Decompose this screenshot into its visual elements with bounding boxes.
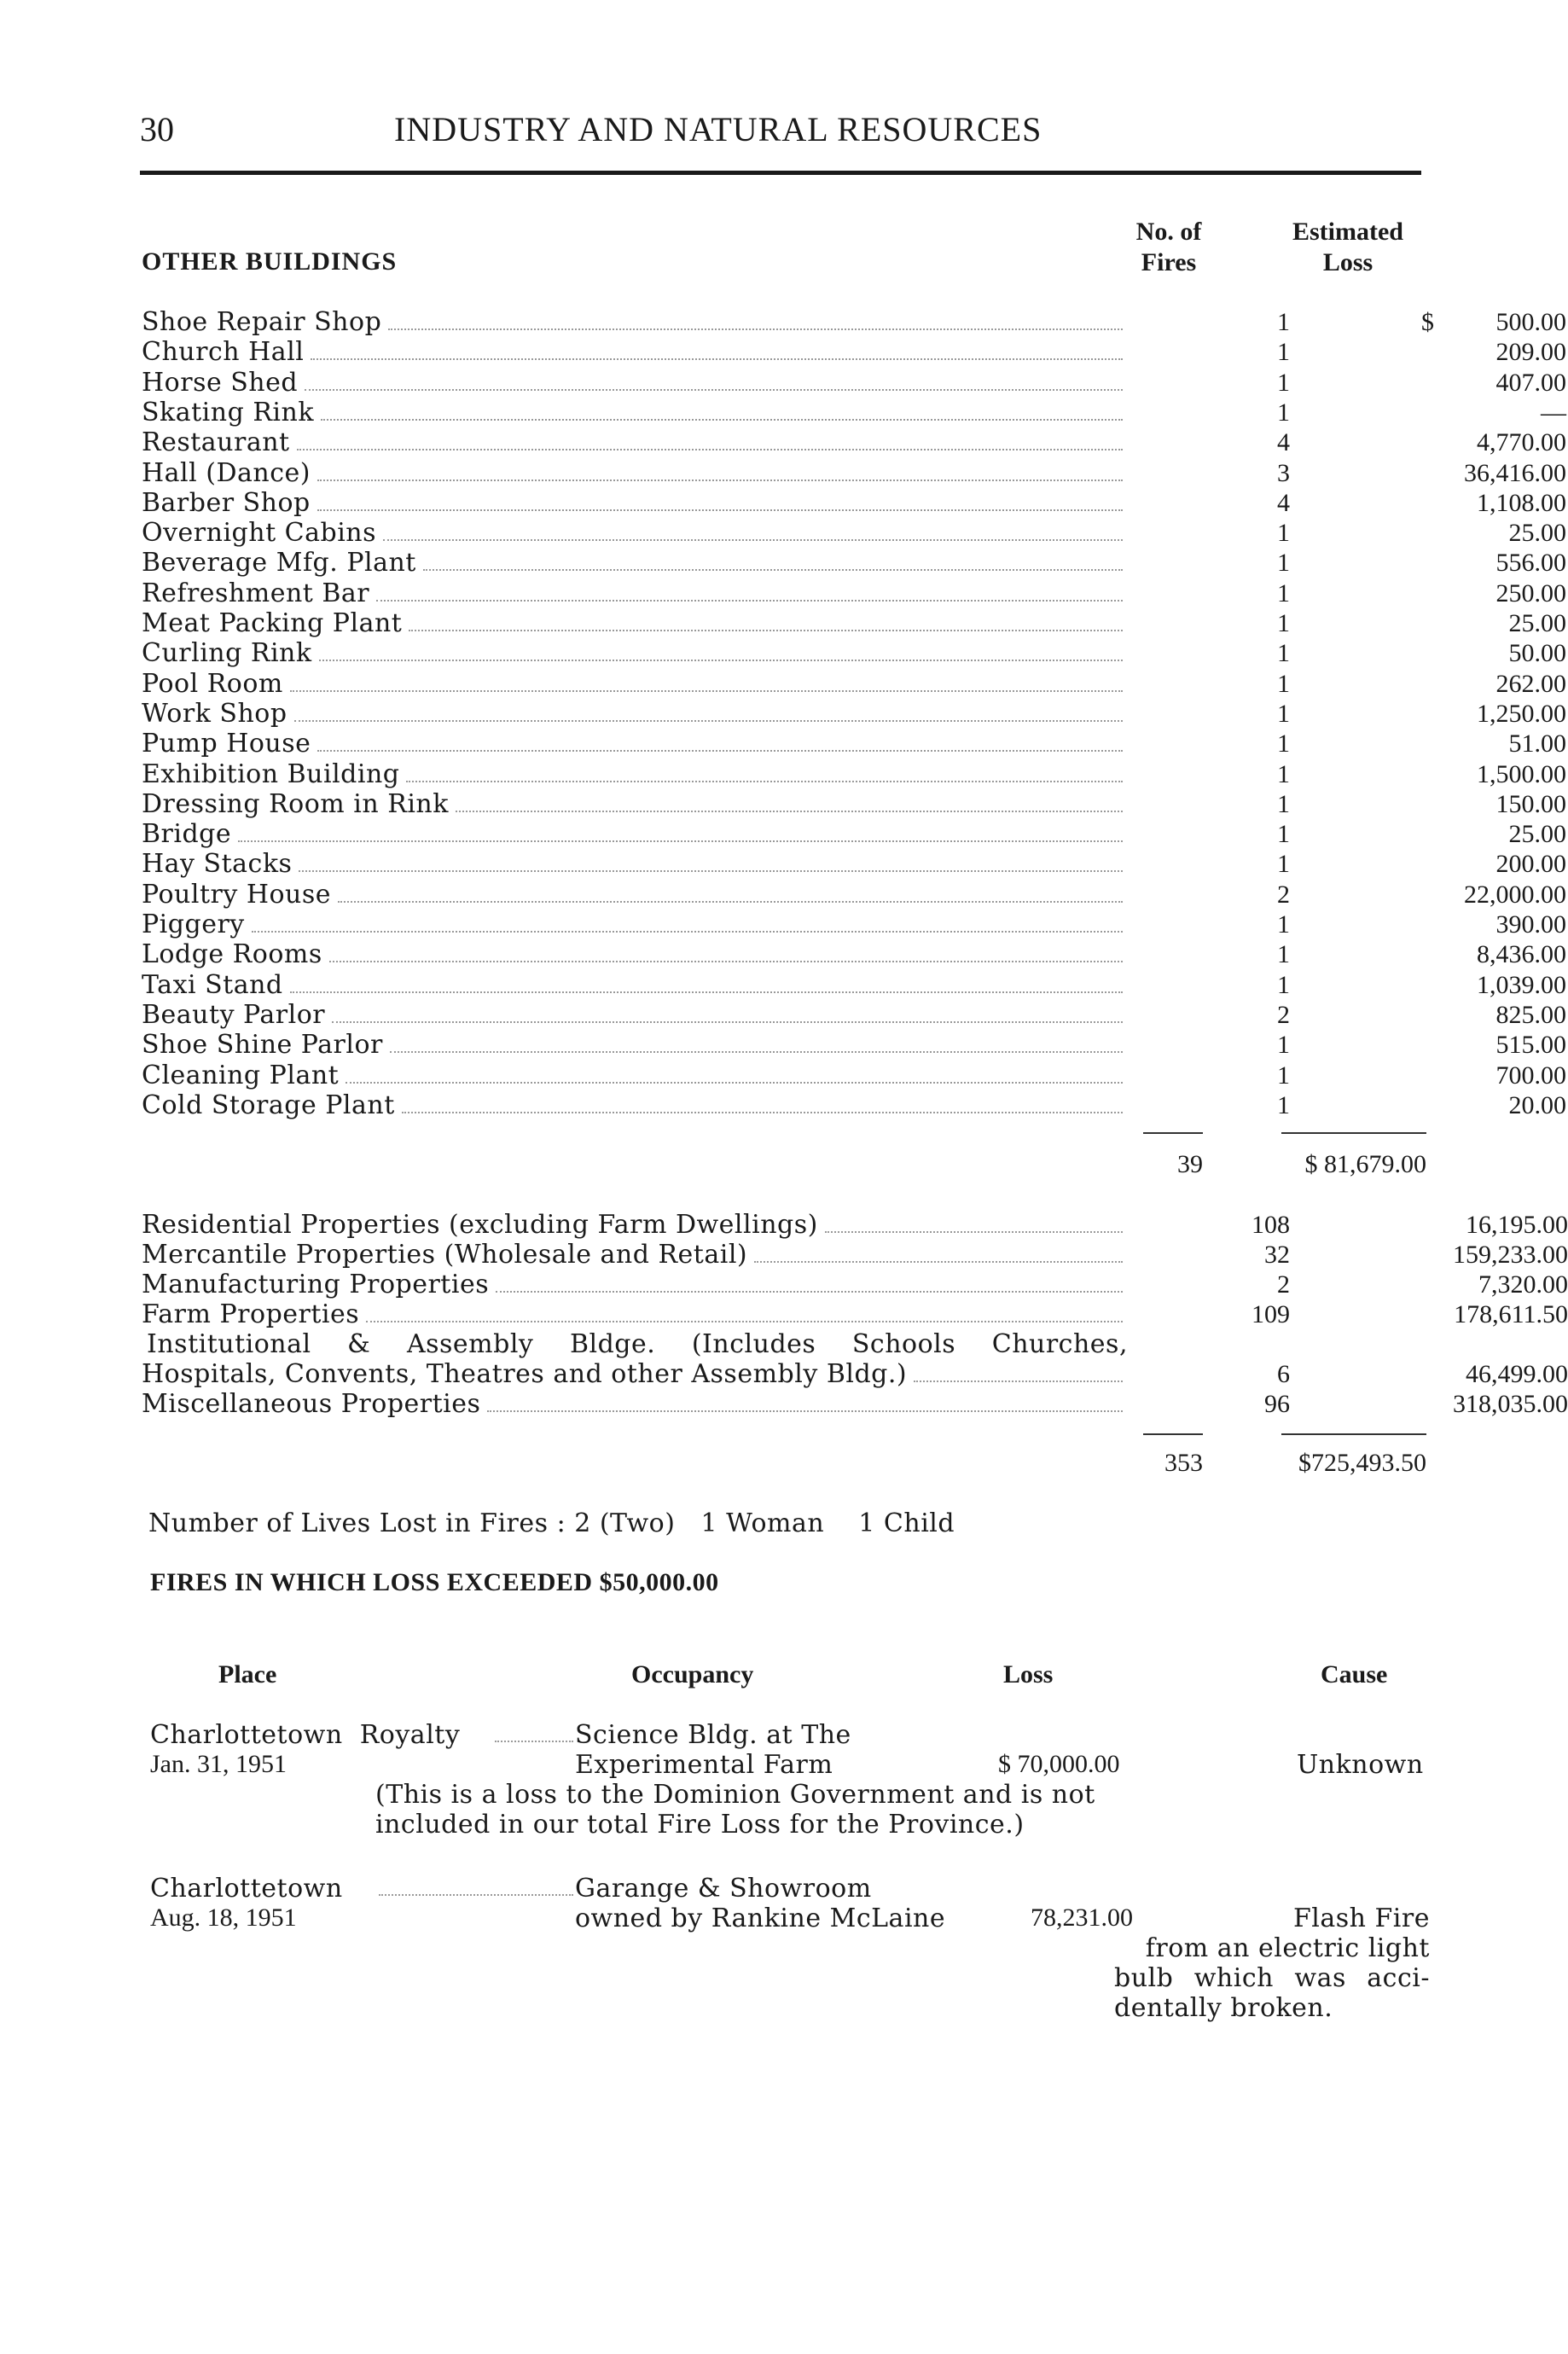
building-fires: 1 xyxy=(1277,759,1290,788)
column-header-fires-line2: Fires xyxy=(1141,248,1197,276)
property-fires: 108 xyxy=(1251,1211,1290,1239)
leader-dots xyxy=(311,358,1123,360)
building-loss: 700.00 xyxy=(1495,1061,1566,1090)
property-row-miscellaneous xyxy=(142,1389,1568,1419)
column-header-loss-line1: Estimated xyxy=(1292,218,1403,246)
building-fires: 1 xyxy=(1277,820,1290,849)
building-loss: 50.00 xyxy=(1508,639,1566,668)
building-loss: 200.00 xyxy=(1495,850,1566,879)
leader-dots xyxy=(376,600,1123,602)
building-row xyxy=(142,729,1566,759)
building-label: Lodge Rooms xyxy=(142,939,322,970)
building-fires: 1 xyxy=(1277,308,1290,336)
fires-total-rule xyxy=(1143,1433,1203,1435)
building-loss: 390.00 xyxy=(1495,910,1566,939)
building-row xyxy=(142,518,1566,549)
leader-dots xyxy=(383,539,1123,541)
leader-dots xyxy=(297,449,1123,450)
property-loss: 159,233.00 xyxy=(1453,1241,1568,1269)
entry-cause-line2: from an electric light xyxy=(1145,1933,1430,1963)
leader-dots xyxy=(317,509,1123,511)
leader-dots xyxy=(495,1741,573,1742)
section-title-other-buildings: OTHER BUILDINGS xyxy=(142,247,398,276)
building-fires: 1 xyxy=(1277,1061,1290,1090)
entry-date: Jan. 31, 1951 xyxy=(150,1750,287,1778)
building-label: Shoe Repair Shop xyxy=(142,307,382,337)
leader-dots xyxy=(346,1082,1123,1084)
loss-subtotal-rule xyxy=(1281,1132,1426,1134)
loss-subtotal: $ 81,679.00 xyxy=(1304,1150,1426,1178)
property-loss: 16,195.00 xyxy=(1466,1211,1568,1239)
building-loss: 22,000.00 xyxy=(1464,880,1566,909)
entry-cause: Unknown xyxy=(1297,1750,1424,1780)
building-label: Curling Rink xyxy=(142,638,312,669)
page-number: 30 xyxy=(140,110,174,148)
page-header xyxy=(140,109,1423,160)
entry-place: Charlottetown Royalty xyxy=(150,1720,461,1750)
building-fires: 1 xyxy=(1277,368,1290,397)
building-label: Bridge xyxy=(142,819,232,850)
property-fires: 32 xyxy=(1264,1241,1290,1269)
building-loss: 51.00 xyxy=(1508,729,1566,759)
leader-dots xyxy=(238,840,1123,842)
building-loss: 515.00 xyxy=(1495,1031,1566,1060)
entry-occupancy-line1: Garange & Showroom xyxy=(575,1874,872,1904)
leader-dots xyxy=(321,419,1123,421)
building-row xyxy=(142,819,1566,850)
property-fires: 96 xyxy=(1264,1390,1290,1418)
property-label: Farm Properties xyxy=(142,1299,360,1329)
building-fires: 1 xyxy=(1277,789,1290,818)
property-label: Manufacturing Properties xyxy=(142,1270,490,1299)
building-fires: 1 xyxy=(1277,1031,1290,1060)
building-row xyxy=(142,638,1566,669)
leader-dots xyxy=(338,901,1123,903)
building-label: Overnight Cabins xyxy=(142,518,377,549)
building-label: Skating Rink xyxy=(142,397,315,427)
building-row xyxy=(142,969,1566,1000)
building-label: Hay Stacks xyxy=(142,849,293,880)
building-loss: 250.00 xyxy=(1495,578,1566,607)
building-loss: 1,250.00 xyxy=(1477,699,1566,728)
leader-dots xyxy=(409,630,1123,631)
property-fires: 109 xyxy=(1251,1300,1290,1328)
building-row xyxy=(142,337,1566,368)
leader-dots xyxy=(406,781,1123,782)
building-loss: 556.00 xyxy=(1495,549,1566,578)
property-fires: 2 xyxy=(1277,1270,1290,1299)
building-fires: 1 xyxy=(1277,970,1290,999)
building-fires: 1 xyxy=(1277,338,1290,367)
building-fires: 1 xyxy=(1277,609,1290,637)
building-loss: 25.00 xyxy=(1508,609,1566,637)
leader-dots xyxy=(305,389,1123,391)
building-label: Restaurant xyxy=(142,427,290,458)
property-loss: 46,499.00 xyxy=(1466,1360,1568,1388)
leader-dots xyxy=(423,569,1123,571)
leader-dots xyxy=(317,750,1123,752)
entry-occupancy-line1: Science Bldg. at The xyxy=(575,1720,851,1750)
property-row-residential xyxy=(142,1210,1568,1240)
building-row xyxy=(142,668,1566,699)
building-fires: 1 xyxy=(1277,578,1290,607)
building-row xyxy=(142,1030,1566,1061)
property-row-institutional xyxy=(142,1359,1568,1389)
building-fires: 1 xyxy=(1277,398,1290,427)
building-label: Poultry House xyxy=(142,879,332,910)
building-label: Work Shop xyxy=(142,698,287,729)
building-label: Refreshment Bar xyxy=(142,578,370,608)
building-fires: 2 xyxy=(1277,1000,1290,1029)
building-loss: 8,436.00 xyxy=(1477,940,1566,969)
building-loss: 500.00 xyxy=(1495,308,1566,336)
building-loss: 407.00 xyxy=(1495,368,1566,397)
section-title-large-fires: FIRES IN WHICH LOSS EXCEEDED $50,000.00 xyxy=(150,1568,719,1596)
leader-dots xyxy=(317,480,1123,481)
property-row-farm xyxy=(142,1299,1568,1329)
building-label: Piggery xyxy=(142,910,245,939)
building-fires: 1 xyxy=(1277,940,1290,969)
leader-dots xyxy=(456,811,1123,812)
column-header-loss-large: Loss xyxy=(1003,1660,1054,1688)
building-label: Meat Packing Plant xyxy=(142,608,403,638)
building-loss: 825.00 xyxy=(1495,1000,1566,1029)
building-row xyxy=(142,939,1566,970)
building-row xyxy=(142,698,1566,729)
building-fires: 1 xyxy=(1277,729,1290,759)
property-row-manufacturing xyxy=(142,1270,1568,1299)
property-loss: 318,035.00 xyxy=(1453,1390,1568,1418)
building-label: Cleaning Plant xyxy=(142,1060,340,1090)
building-row xyxy=(142,367,1566,398)
building-row xyxy=(142,427,1566,458)
leader-dots xyxy=(402,1112,1123,1113)
building-row xyxy=(142,457,1566,488)
dollar-sign: $ xyxy=(1421,308,1434,336)
building-label: Shoe Shine Parlor xyxy=(142,1030,383,1061)
building-loss: 25.00 xyxy=(1508,820,1566,849)
running-title: INDUSTRY AND NATURAL RESOURCES xyxy=(394,110,1042,148)
loss-total-rule xyxy=(1281,1433,1426,1435)
building-label: Cold Storage Plant xyxy=(142,1090,395,1120)
building-loss: 4,770.00 xyxy=(1477,428,1566,457)
leader-dots xyxy=(332,1021,1123,1023)
leader-dots xyxy=(290,991,1123,993)
property-label: Hospitals, Convents, Theatres and other Assembly Bldg.) xyxy=(142,1359,908,1389)
building-row xyxy=(142,759,1566,789)
building-row xyxy=(142,849,1566,880)
leader-dots xyxy=(379,1894,573,1896)
column-header-cause: Cause xyxy=(1321,1660,1388,1688)
building-row xyxy=(142,548,1566,578)
building-label: Taxi Stand xyxy=(142,969,283,1000)
property-label: Mercantile Properties (Wholesale and Retail) xyxy=(142,1240,748,1270)
building-fires: 1 xyxy=(1277,910,1290,939)
entry-cause-line3: bulb which was acci- xyxy=(1114,1963,1430,1993)
building-row xyxy=(142,910,1566,939)
entry-occupancy-line2: owned by Rankine McLaine xyxy=(575,1904,946,1933)
building-fires: 2 xyxy=(1277,880,1290,909)
building-row xyxy=(142,999,1566,1030)
building-label: Church Hall xyxy=(142,337,305,368)
loss-total: $725,493.50 xyxy=(1298,1449,1426,1477)
column-header-fires xyxy=(1109,217,1228,278)
building-loss: 25.00 xyxy=(1508,519,1566,548)
building-fires: 3 xyxy=(1277,458,1290,487)
building-loss: 1,039.00 xyxy=(1477,970,1566,999)
building-label: Barber Shop xyxy=(142,487,311,518)
entry-loss: $ 70,000.00 xyxy=(998,1750,1120,1778)
building-fires: 1 xyxy=(1277,1090,1290,1119)
building-row xyxy=(142,1060,1566,1090)
building-fires: 1 xyxy=(1277,699,1290,728)
column-header-occupancy: Occupancy xyxy=(631,1660,754,1688)
building-label: Pump House xyxy=(142,729,311,759)
property-label: Miscellaneous Properties xyxy=(142,1389,481,1419)
building-row xyxy=(142,608,1566,638)
building-row xyxy=(142,578,1566,608)
building-loss: 36,416.00 xyxy=(1464,458,1566,487)
property-label: Residential Properties (excluding Farm Dwellings) xyxy=(142,1210,818,1240)
fires-subtotal: 39 xyxy=(1177,1150,1203,1178)
building-loss: 262.00 xyxy=(1495,669,1566,698)
building-row xyxy=(142,487,1566,518)
header-rule xyxy=(140,171,1421,175)
leader-dots xyxy=(290,690,1123,692)
property-row-mercantile xyxy=(142,1240,1568,1270)
building-fires: 1 xyxy=(1277,669,1290,698)
leader-dots xyxy=(319,660,1123,661)
column-header-loss xyxy=(1271,217,1425,278)
building-loss: 150.00 xyxy=(1495,789,1566,818)
lives-lost-statement: Number of Lives Lost in Fires : 2 (Two) 1 Woman 1 Child xyxy=(148,1508,955,1538)
building-fires: 1 xyxy=(1277,850,1290,879)
entry-note-line2: included in our total Fire Loss for the Province.) xyxy=(375,1810,1025,1840)
leader-dots xyxy=(294,720,1123,722)
entry-note-line1: (This is a loss to the Dominion Government and is not xyxy=(375,1780,1095,1810)
leader-dots xyxy=(390,1051,1123,1053)
entry-occupancy-line2: Experimental Farm xyxy=(575,1750,833,1780)
building-row xyxy=(142,307,1566,337)
leader-dots xyxy=(329,961,1123,962)
leader-dots xyxy=(252,931,1123,933)
building-fires: 1 xyxy=(1277,549,1290,578)
building-label: Pool Room xyxy=(142,668,283,699)
building-fires: 4 xyxy=(1277,488,1290,517)
building-label: Exhibition Building xyxy=(142,759,400,789)
column-header-loss-line2: Loss xyxy=(1322,248,1373,276)
property-fires: 6 xyxy=(1277,1360,1290,1388)
fires-subtotal-rule xyxy=(1143,1132,1203,1134)
building-label: Dressing Room in Rink xyxy=(142,788,449,819)
building-fires: 4 xyxy=(1277,428,1290,457)
entry-date: Aug. 18, 1951 xyxy=(150,1904,297,1932)
building-label: Hall (Dance) xyxy=(142,457,311,488)
column-header-fires-line1: No. of xyxy=(1135,218,1202,246)
building-loss: 1,500.00 xyxy=(1477,759,1566,788)
building-label: Horse Shed xyxy=(142,367,299,398)
building-row xyxy=(142,788,1566,819)
leader-dots xyxy=(388,328,1123,330)
building-label: Beverage Mfg. Plant xyxy=(142,548,416,578)
building-row xyxy=(142,1090,1566,1120)
building-row xyxy=(142,397,1566,427)
building-loss: 20.00 xyxy=(1508,1090,1566,1119)
entry-loss: 78,231.00 xyxy=(1031,1904,1133,1932)
entry-place: Charlottetown xyxy=(150,1874,343,1904)
entry-cause-line1: Flash Fire xyxy=(1292,1904,1430,1933)
building-fires: 1 xyxy=(1277,519,1290,548)
property-loss: 178,611.50 xyxy=(1454,1300,1568,1328)
column-header-place: Place xyxy=(218,1660,277,1688)
building-loss: 1,108.00 xyxy=(1477,488,1566,517)
property-loss: 7,320.00 xyxy=(1478,1270,1568,1299)
building-loss: 209.00 xyxy=(1495,338,1566,367)
building-fires: 1 xyxy=(1277,639,1290,668)
entry-cause-line4: dentally broken. xyxy=(1114,1993,1333,2023)
building-label: Beauty Parlor xyxy=(142,999,326,1030)
fires-total: 353 xyxy=(1164,1449,1203,1477)
leader-dots xyxy=(299,870,1123,872)
building-row xyxy=(142,879,1566,910)
property-label-institutional-line1: Institutional & Assembly Bldge. (Includes Schools Churches, xyxy=(147,1329,1128,1359)
building-loss: — xyxy=(1541,398,1566,427)
